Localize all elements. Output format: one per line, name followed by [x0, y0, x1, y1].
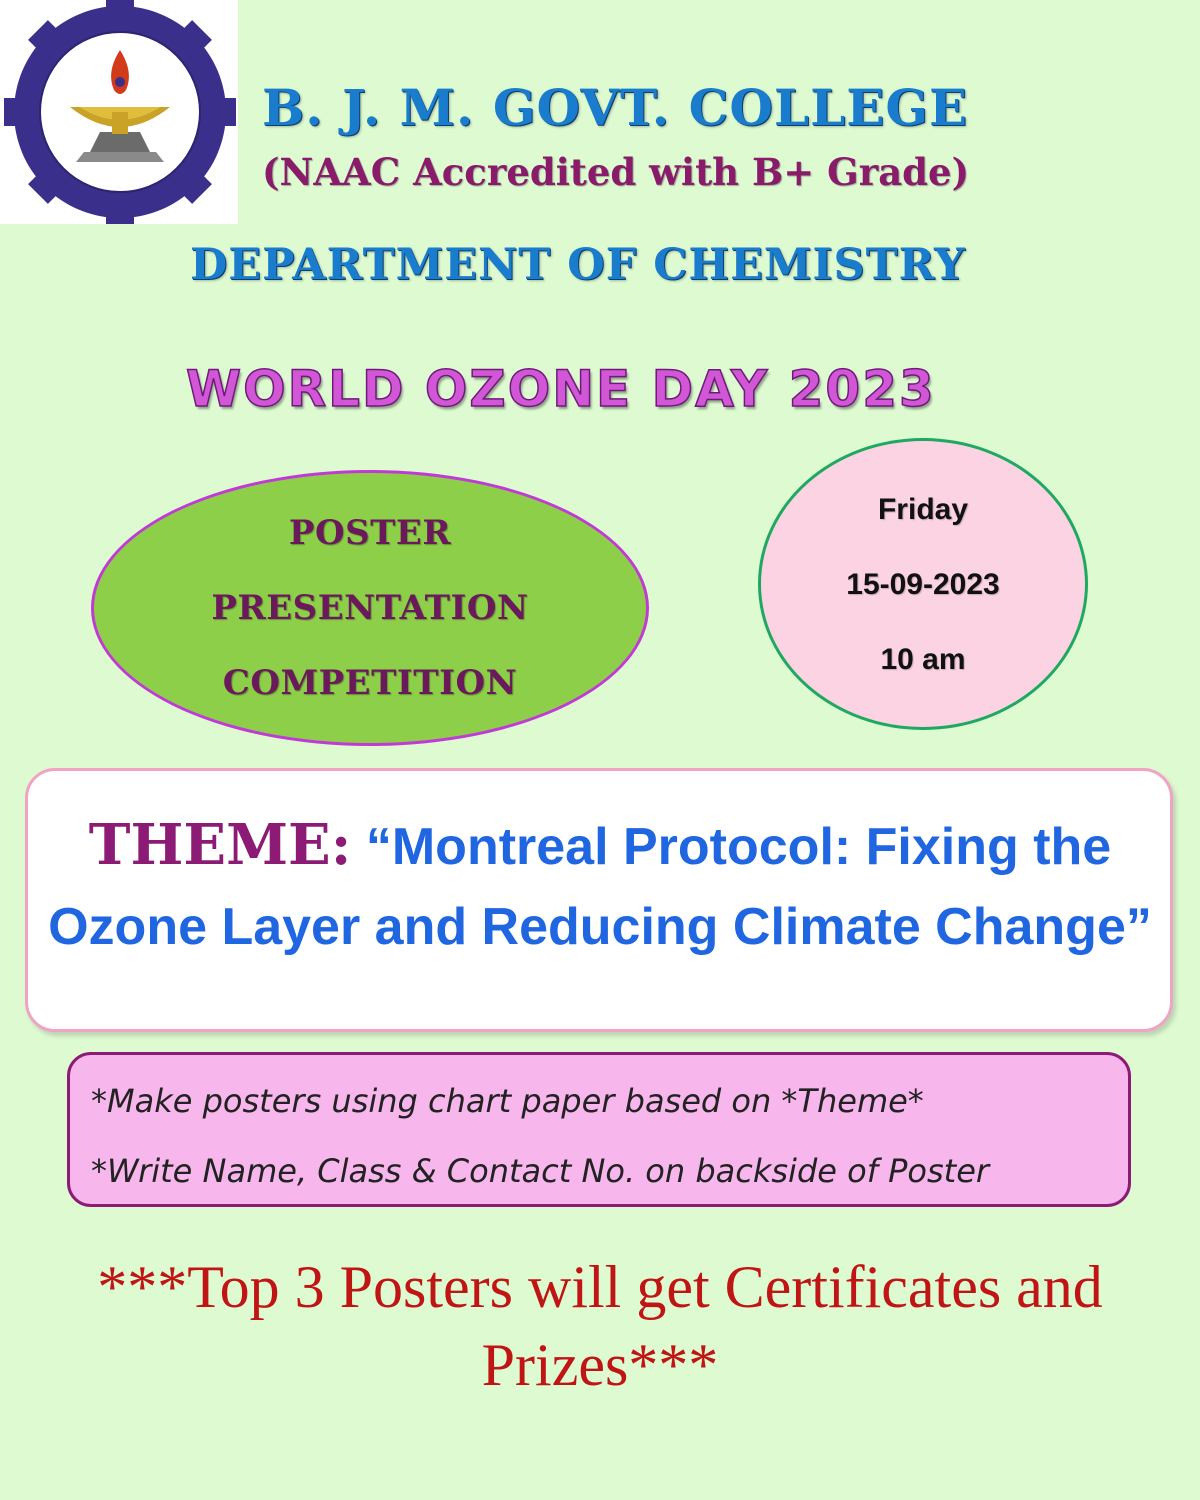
college-emblem-icon — [0, 0, 238, 224]
schedule-day: Friday — [877, 492, 969, 526]
theme-text: “Montreal Protocol: Fixing the Ozone Layer and Reducing Climate Change” — [48, 818, 1152, 956]
accreditation-text: (NAAC Accredited with B+ Grade) — [262, 150, 970, 194]
schedule-time: 10 am — [880, 642, 966, 676]
schedule-circle — [758, 438, 1088, 730]
event-title: WORLD OZONE DAY 2023 — [186, 360, 936, 418]
rule-item-2: *Write Name, Class & Contact No. on backside of Poster — [91, 1152, 990, 1190]
schedule-date: 15-09-2023 — [846, 567, 1000, 601]
competition-line-1: POSTER — [288, 512, 452, 553]
competition-ellipse — [91, 470, 649, 746]
competition-line-3: COMPETITION — [222, 662, 518, 703]
prize-announcement: ***Top 3 Posters will get Certificates and Prizes*** — [97, 1254, 1103, 1398]
competition-line-2: PRESENTATION — [211, 587, 529, 628]
theme-label: THEME: — [88, 812, 352, 878]
rule-item-1: *Make posters using chart paper based on *Theme* — [91, 1082, 924, 1120]
college-logo — [0, 0, 238, 224]
department-name: DEPARTMENT OF CHEMISTRY — [190, 240, 966, 290]
college-name: B. J. M. GOVT. COLLEGE — [262, 78, 969, 137]
theme-statement — [30, 805, 1170, 967]
